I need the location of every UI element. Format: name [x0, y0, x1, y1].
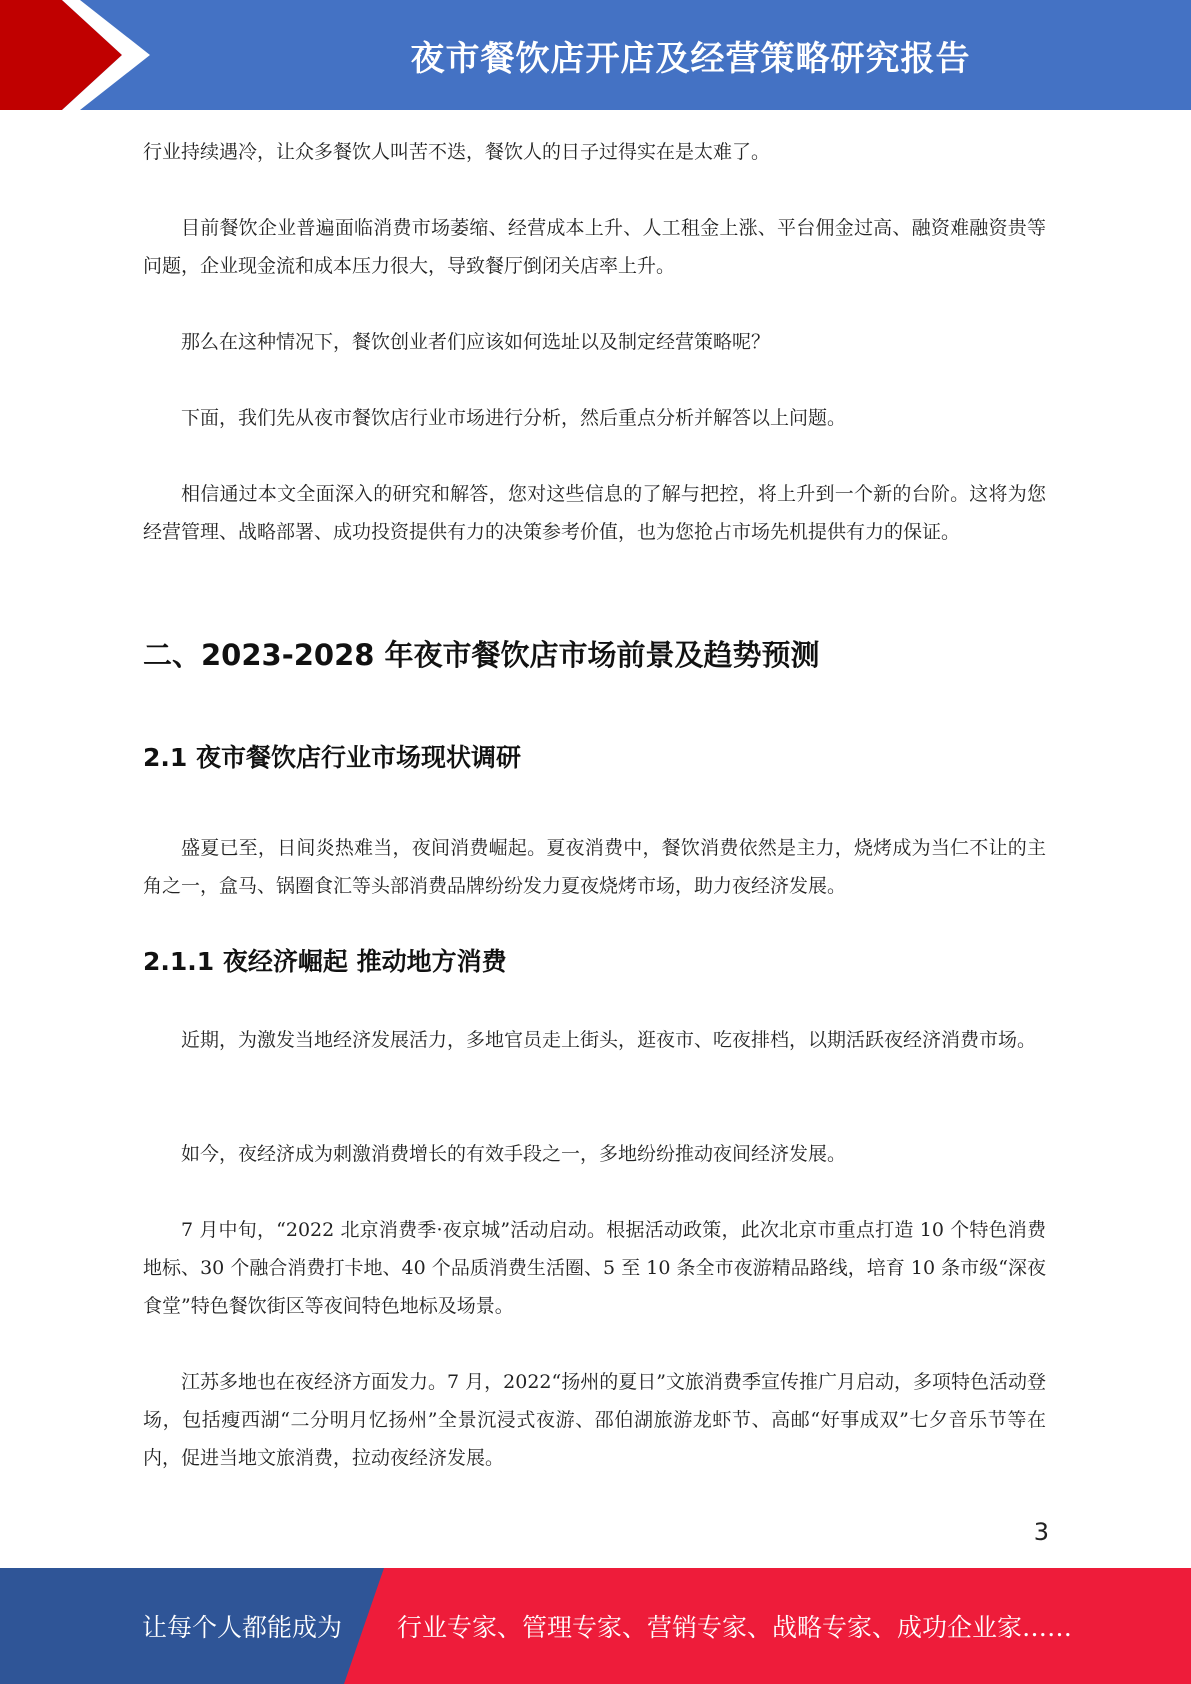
footer-slogan-right: 行业专家、管理专家、营销专家、战略专家、成功企业家……	[397, 1613, 1073, 1642]
section-heading: 二、2023-2028 年夜市餐饮店市场前景及趋势预测	[143, 638, 820, 672]
sub-heading: 2.1.1 夜经济崛起 推动地方消费	[143, 947, 507, 976]
page-footer	[0, 1568, 1191, 1684]
paragraph: 7 月中旬，“2022 北京消费季·夜京城”活动启动。根据活动政策，此次北京市重点打造 10 个特色消费地标、30 个融合消费打卡地、40 个品质消费生活圈、5 至 10 条全市夜游精品路线，培育 10 条市级“深夜食堂”特色餐饮街区等夜间特色地标及场景。	[143, 1219, 1046, 1317]
paragraph: 江苏多地也在夜经济方面发力。7 月，2022“扬州的夏日”文旅消费季宣传推广月启动，多项特色活动登场，包括瘦西湖“二分明月忆扬州”全景沉浸式夜游、邵伯湖旅游龙虾节、高邮“好事成双”七夕音乐节等在内，促进当地文旅消费，拉动夜经济发展。	[143, 1371, 1046, 1469]
page-number: 3	[1033, 1518, 1049, 1546]
paragraph: 目前餐饮企业普遍面临消费市场萎缩、经营成本上升、人工租金上涨、平台佣金过高、融资难融资贵等问题，企业现金流和成本压力很大，导致餐厅倒闭关店率上升。	[143, 217, 1046, 277]
sub-heading: 2.1 夜市餐饮店行业市场现状调研	[143, 743, 521, 772]
paragraph: 相信通过本文全面深入的研究和解答，您对这些信息的了解与把控，将上升到一个新的台阶。这将为您经营管理、战略部署、成功投资提供有力的决策参考价值，也为您抢占市场先机提供有力的保证。	[143, 483, 1046, 543]
page-header	[0, 0, 1191, 110]
footer-slogan-left: 让每个人都能成为	[142, 1613, 343, 1642]
header-chevron-decoration	[0, 0, 160, 110]
paragraph: 下面，我们先从夜市餐饮店行业市场进行分析，然后重点分析并解答以上问题。	[181, 407, 847, 429]
report-title: 夜市餐饮店开店及经营策略研究报告	[410, 38, 971, 79]
paragraph: 盛夏已至，日间炎热难当，夜间消费崛起。夏夜消费中，餐饮消费依然是主力，烧烤成为当仁不让的主角之一，盒马、锅圈食汇等头部消费品牌纷纷发力夏夜烧烤市场，助力夜经济发展。	[143, 837, 1046, 897]
paragraph: 行业持续遇冷，让众多餐饮人叫苦不迭，餐饮人的日子过得实在是太难了。	[143, 141, 771, 163]
paragraph: 如今，夜经济成为刺激消费增长的有效手段之一，多地纷纷推动夜间经济发展。	[181, 1143, 847, 1165]
paragraph: 近期，为激发当地经济发展活力，多地官员走上街头，逛夜市、吃夜排档，以期活跃夜经济消费市场。	[181, 1029, 1037, 1051]
paragraph: 那么在这种情况下，餐饮创业者们应该如何选址以及制定经营策略呢？	[181, 331, 771, 353]
